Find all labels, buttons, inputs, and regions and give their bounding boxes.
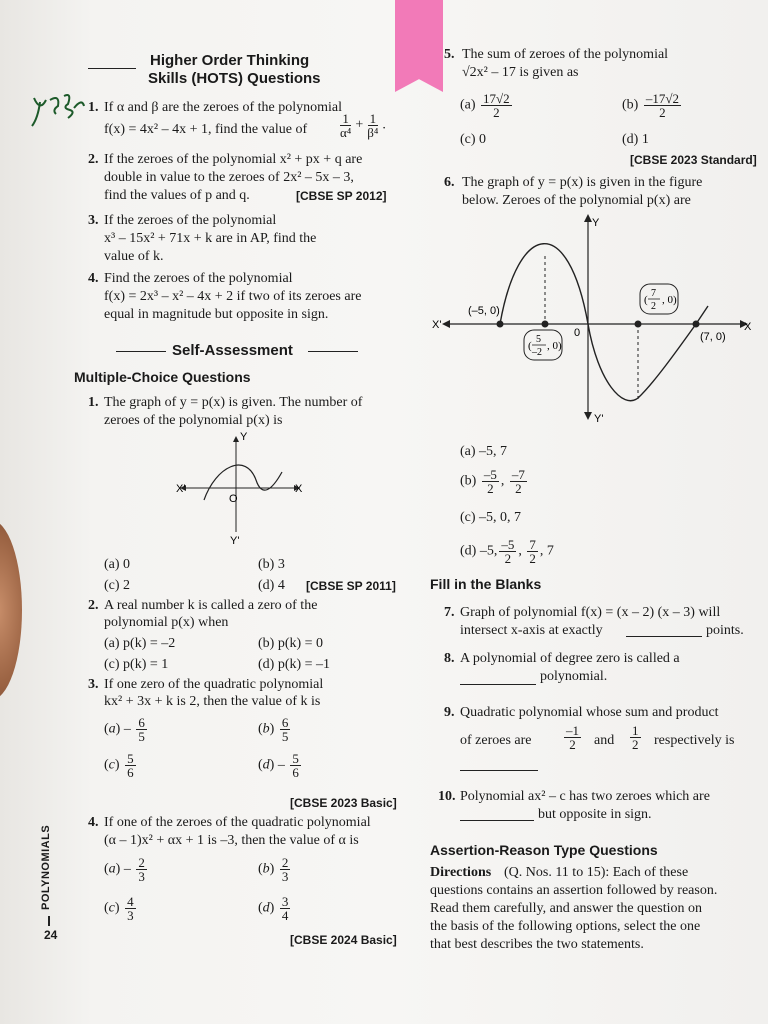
sa-q2-number: 2. bbox=[88, 598, 99, 613]
q9-and: and bbox=[594, 733, 615, 748]
hots-q1-expression: $\frac{1}{\text{α⁴}}$ + $\frac{1}{\text{β⁴}}$ . bbox=[340, 111, 386, 140]
q9-resp: respectively is bbox=[654, 733, 735, 748]
hots-q1-number: 1. bbox=[88, 100, 99, 115]
hots-q3-number: 3. bbox=[88, 213, 99, 228]
q7-text: Graph of polynomial f(x) = (x – 2) (x – 3) will bbox=[460, 605, 721, 620]
hots-q2-text: If the zeroes of the polynomial x² + px + q are bbox=[104, 152, 363, 167]
q6-graph-point-c: ( bbox=[644, 294, 648, 306]
assertion-reason-heading: Assertion-Reason Type Questions bbox=[430, 842, 658, 858]
sa-q1-graph bbox=[176, 428, 306, 548]
q6-graph-point-d: (7, 0) bbox=[700, 331, 726, 343]
q8-blank[interactable] bbox=[460, 684, 536, 685]
sa-q1-opt-c[interactable]: (c) 2 bbox=[104, 578, 131, 593]
q5-tag: [CBSE 2023 Standard] bbox=[630, 153, 757, 167]
graph1-x: X bbox=[295, 483, 303, 495]
sa-q3-number: 3. bbox=[88, 677, 99, 692]
q7-blank[interactable] bbox=[626, 636, 702, 637]
title-rule-left bbox=[88, 68, 136, 69]
q6-opt-d[interactable]: (d) –5, $\frac{-5}{2}$ , $\frac{7}{2}$ , 7 bbox=[460, 537, 554, 566]
sa-q3-opt-d[interactable]: (d) – $\frac{5}{6}$ bbox=[258, 751, 299, 780]
hots-q2-number: 2. bbox=[88, 152, 99, 167]
hots-q3-text: If the zeroes of the polynomial bbox=[104, 213, 277, 228]
q7-text2: intersect x-axis at exactly bbox=[460, 623, 603, 638]
q6-graph-point-b: ( bbox=[528, 340, 532, 352]
q8-text2: polynomial. bbox=[540, 669, 608, 684]
q6-graph bbox=[428, 212, 758, 430]
chapter-label: POLYNOMIALS bbox=[40, 824, 52, 910]
hots-q2-text3: find the values of p and q. bbox=[104, 188, 250, 203]
sa-q4-opt-b[interactable]: (b) $\frac{2}{3}$ bbox=[258, 855, 289, 884]
q6-opt-a[interactable]: (a) –5, 7 bbox=[460, 444, 508, 459]
svg-text:2: 2 bbox=[651, 301, 656, 312]
q5-opt-c[interactable]: (c) 0 bbox=[460, 132, 487, 147]
thumb-overlay bbox=[0, 520, 22, 700]
sa-q4-opt-c[interactable]: (c) $\frac{4}{3}$ bbox=[104, 894, 134, 923]
handwritten-yes-mark bbox=[28, 88, 88, 132]
q9-frac-sum: $\frac{-1}{2}$ bbox=[566, 723, 579, 752]
pink-bookmark bbox=[395, 0, 443, 92]
sa-q4-text2: (α – 1)x² + αx + 1 is –3, then the value of α is bbox=[104, 833, 359, 848]
q10-text: Polynomial ax² – c has two zeroes which are bbox=[460, 789, 710, 804]
hots-q2-tag: [CBSE SP 2012] bbox=[296, 189, 387, 203]
hots-q2-text2: double in value to the zeroes of 2x² – 5x – 3, bbox=[104, 170, 354, 185]
q10-text2: but opposite in sign. bbox=[538, 807, 652, 822]
q6-number: 6. bbox=[444, 175, 455, 190]
sa-q3-opt-a[interactable]: (a) – $\frac{6}{5}$ bbox=[104, 715, 145, 744]
svg-text:, 0): , 0) bbox=[662, 294, 677, 306]
hots-q3-text3: value of k. bbox=[104, 249, 164, 264]
sa-q4-opt-d[interactable]: (d) $\frac{3}{4}$ bbox=[258, 894, 289, 923]
hots-q1-text2: f(x) = 4x² – 4x + 1, find the value of bbox=[104, 122, 308, 137]
q5-number: 5. bbox=[444, 47, 455, 62]
q5-text: The sum of zeroes of the polynomial bbox=[462, 47, 669, 62]
hots-q4-text2: f(x) = 2x³ – x² – 4x + 2 if two of its zeroes are bbox=[104, 289, 362, 304]
q6-graph-origin: 0 bbox=[574, 327, 581, 339]
q6-graph-y-label: Y bbox=[592, 217, 600, 229]
q5-opt-d[interactable]: (d) 1 bbox=[622, 132, 649, 147]
hots-q4-text3: equal in magnitude but opposite in sign. bbox=[104, 307, 329, 322]
graph1-o: O bbox=[229, 493, 238, 505]
sa-rule-right bbox=[308, 351, 358, 352]
sa-q2-opt-d[interactable]: (d) p(k) = –1 bbox=[258, 657, 331, 672]
sa-q4-number: 4. bbox=[88, 815, 99, 830]
q6-graph-point-a: (–5, 0) bbox=[468, 305, 500, 317]
q9-number: 9. bbox=[444, 705, 455, 720]
svg-text:7: 7 bbox=[651, 288, 656, 299]
q6-opt-b[interactable]: (b) $\frac{-5}{2}$ , $\frac{-7}{2}$ bbox=[460, 467, 525, 496]
sa-q2-text: A real number k is called a zero of the bbox=[104, 598, 318, 613]
directions-line-2: Read them carefully, and answer the question on bbox=[430, 901, 703, 916]
sa-q2-opt-a[interactable]: (a) p(k) = –2 bbox=[104, 636, 176, 651]
sa-q3-text: If one zero of the quadratic polynomial bbox=[104, 677, 324, 692]
sa-q2-opt-c[interactable]: (c) p(k) = 1 bbox=[104, 657, 169, 672]
sa-q3-opt-b[interactable]: (b) $\frac{6}{5}$ bbox=[258, 715, 289, 744]
q9-blank[interactable] bbox=[460, 770, 538, 771]
sa-rule-left bbox=[116, 351, 166, 352]
graph1-xneg: X' bbox=[176, 483, 186, 495]
sa-q3-text2: kx² + 3x + k is 2, then the value of k is bbox=[104, 694, 321, 709]
q6-graph-xneg-label: X' bbox=[432, 319, 442, 331]
q6-graph-x-label: X bbox=[744, 321, 752, 333]
sa-q1-opt-d[interactable]: (d) 4 bbox=[258, 578, 285, 593]
mcq-heading: Multiple-Choice Questions bbox=[74, 369, 251, 385]
q6-text2: below. Zeroes of the polynomial p(x) are bbox=[462, 193, 691, 208]
sa-q2-text2: polynomial p(x) when bbox=[104, 615, 229, 630]
footer-divider bbox=[48, 916, 50, 926]
svg-text:, 0): , 0) bbox=[547, 340, 562, 352]
hots-q4-text: Find the zeroes of the polynomial bbox=[104, 271, 293, 286]
page-number: 24 bbox=[44, 928, 58, 942]
svg-text:5: 5 bbox=[536, 334, 541, 345]
directions-line-4: that best describes the two statements. bbox=[430, 937, 644, 952]
hots-q4-number: 4. bbox=[88, 271, 99, 286]
q5-text2: √2x² – 17 is given as bbox=[462, 65, 579, 80]
directions-label: Directions bbox=[430, 865, 492, 880]
q9-frac-product: $\frac{1}{2}$ bbox=[632, 723, 639, 752]
sa-q3-tag: [CBSE 2023 Basic] bbox=[290, 796, 397, 810]
sa-q1-number: 1. bbox=[88, 395, 99, 410]
directions-text: (Q. Nos. 11 to 15): Each of these bbox=[504, 865, 689, 880]
hots-title-line1: Higher Order Thinking bbox=[150, 52, 310, 69]
q6-graph-yneg-label: Y' bbox=[594, 413, 604, 425]
q7-number: 7. bbox=[444, 605, 455, 620]
q8-number: 8. bbox=[444, 651, 455, 666]
hots-q1-text: If α and β are the zeroes of the polynomial bbox=[104, 100, 342, 115]
hots-q3-text2: x³ – 15x² + 71x + k are in AP, find the bbox=[104, 231, 317, 246]
graph1-yneg: Y' bbox=[230, 535, 240, 547]
q7-text3: points. bbox=[706, 623, 744, 638]
sa-q1-opt-b[interactable]: (b) 3 bbox=[258, 557, 285, 572]
sa-q1-tag: [CBSE SP 2011] bbox=[306, 579, 396, 593]
sa-q3-opt-c[interactable]: (c) $\frac{5}{6}$ bbox=[104, 751, 134, 780]
directions-line-3: the basis of the following options, select the one bbox=[430, 919, 701, 934]
q9-text: Quadratic polynomial whose sum and product bbox=[460, 705, 719, 720]
sa-q1-text: The graph of y = p(x) is given. The number of bbox=[104, 395, 363, 410]
directions-line-1: questions contains an assertion followed by reason. bbox=[430, 883, 718, 898]
sa-q4-tag: [CBSE 2024 Basic] bbox=[290, 933, 397, 947]
q5-opt-b[interactable]: (b) $\frac{-17√2}{2}$ bbox=[622, 91, 679, 120]
sa-q4-text: If one of the zeroes of the quadratic polynomial bbox=[104, 815, 371, 830]
q9-text2: of zeroes are bbox=[460, 733, 532, 748]
hots-title-line2: Skills (HOTS) Questions bbox=[148, 70, 321, 87]
q6-text: The graph of y = p(x) is given in the figure bbox=[462, 175, 703, 190]
sa-q1-text2: zeroes of the polynomial p(x) is bbox=[104, 413, 283, 428]
q10-blank[interactable] bbox=[460, 820, 534, 821]
sa-q2-opt-b[interactable]: (b) p(k) = 0 bbox=[258, 636, 324, 651]
sa-q1-opt-a[interactable]: (a) 0 bbox=[104, 557, 131, 572]
svg-text:–2: –2 bbox=[532, 347, 542, 358]
sa-q4-opt-a[interactable]: (a) – $\frac{2}{3}$ bbox=[104, 855, 145, 884]
fill-blanks-heading: Fill in the Blanks bbox=[430, 576, 542, 592]
q5-opt-a[interactable]: (a) $\frac{17√2}{2}$ bbox=[460, 91, 510, 120]
q8-text: A polynomial of degree zero is called a bbox=[460, 651, 680, 666]
q6-opt-c[interactable]: (c) –5, 0, 7 bbox=[460, 510, 522, 525]
q10-number: 10. bbox=[438, 789, 456, 804]
self-assessment-title: Self-Assessment bbox=[172, 342, 293, 359]
graph1-y: Y bbox=[240, 431, 248, 443]
